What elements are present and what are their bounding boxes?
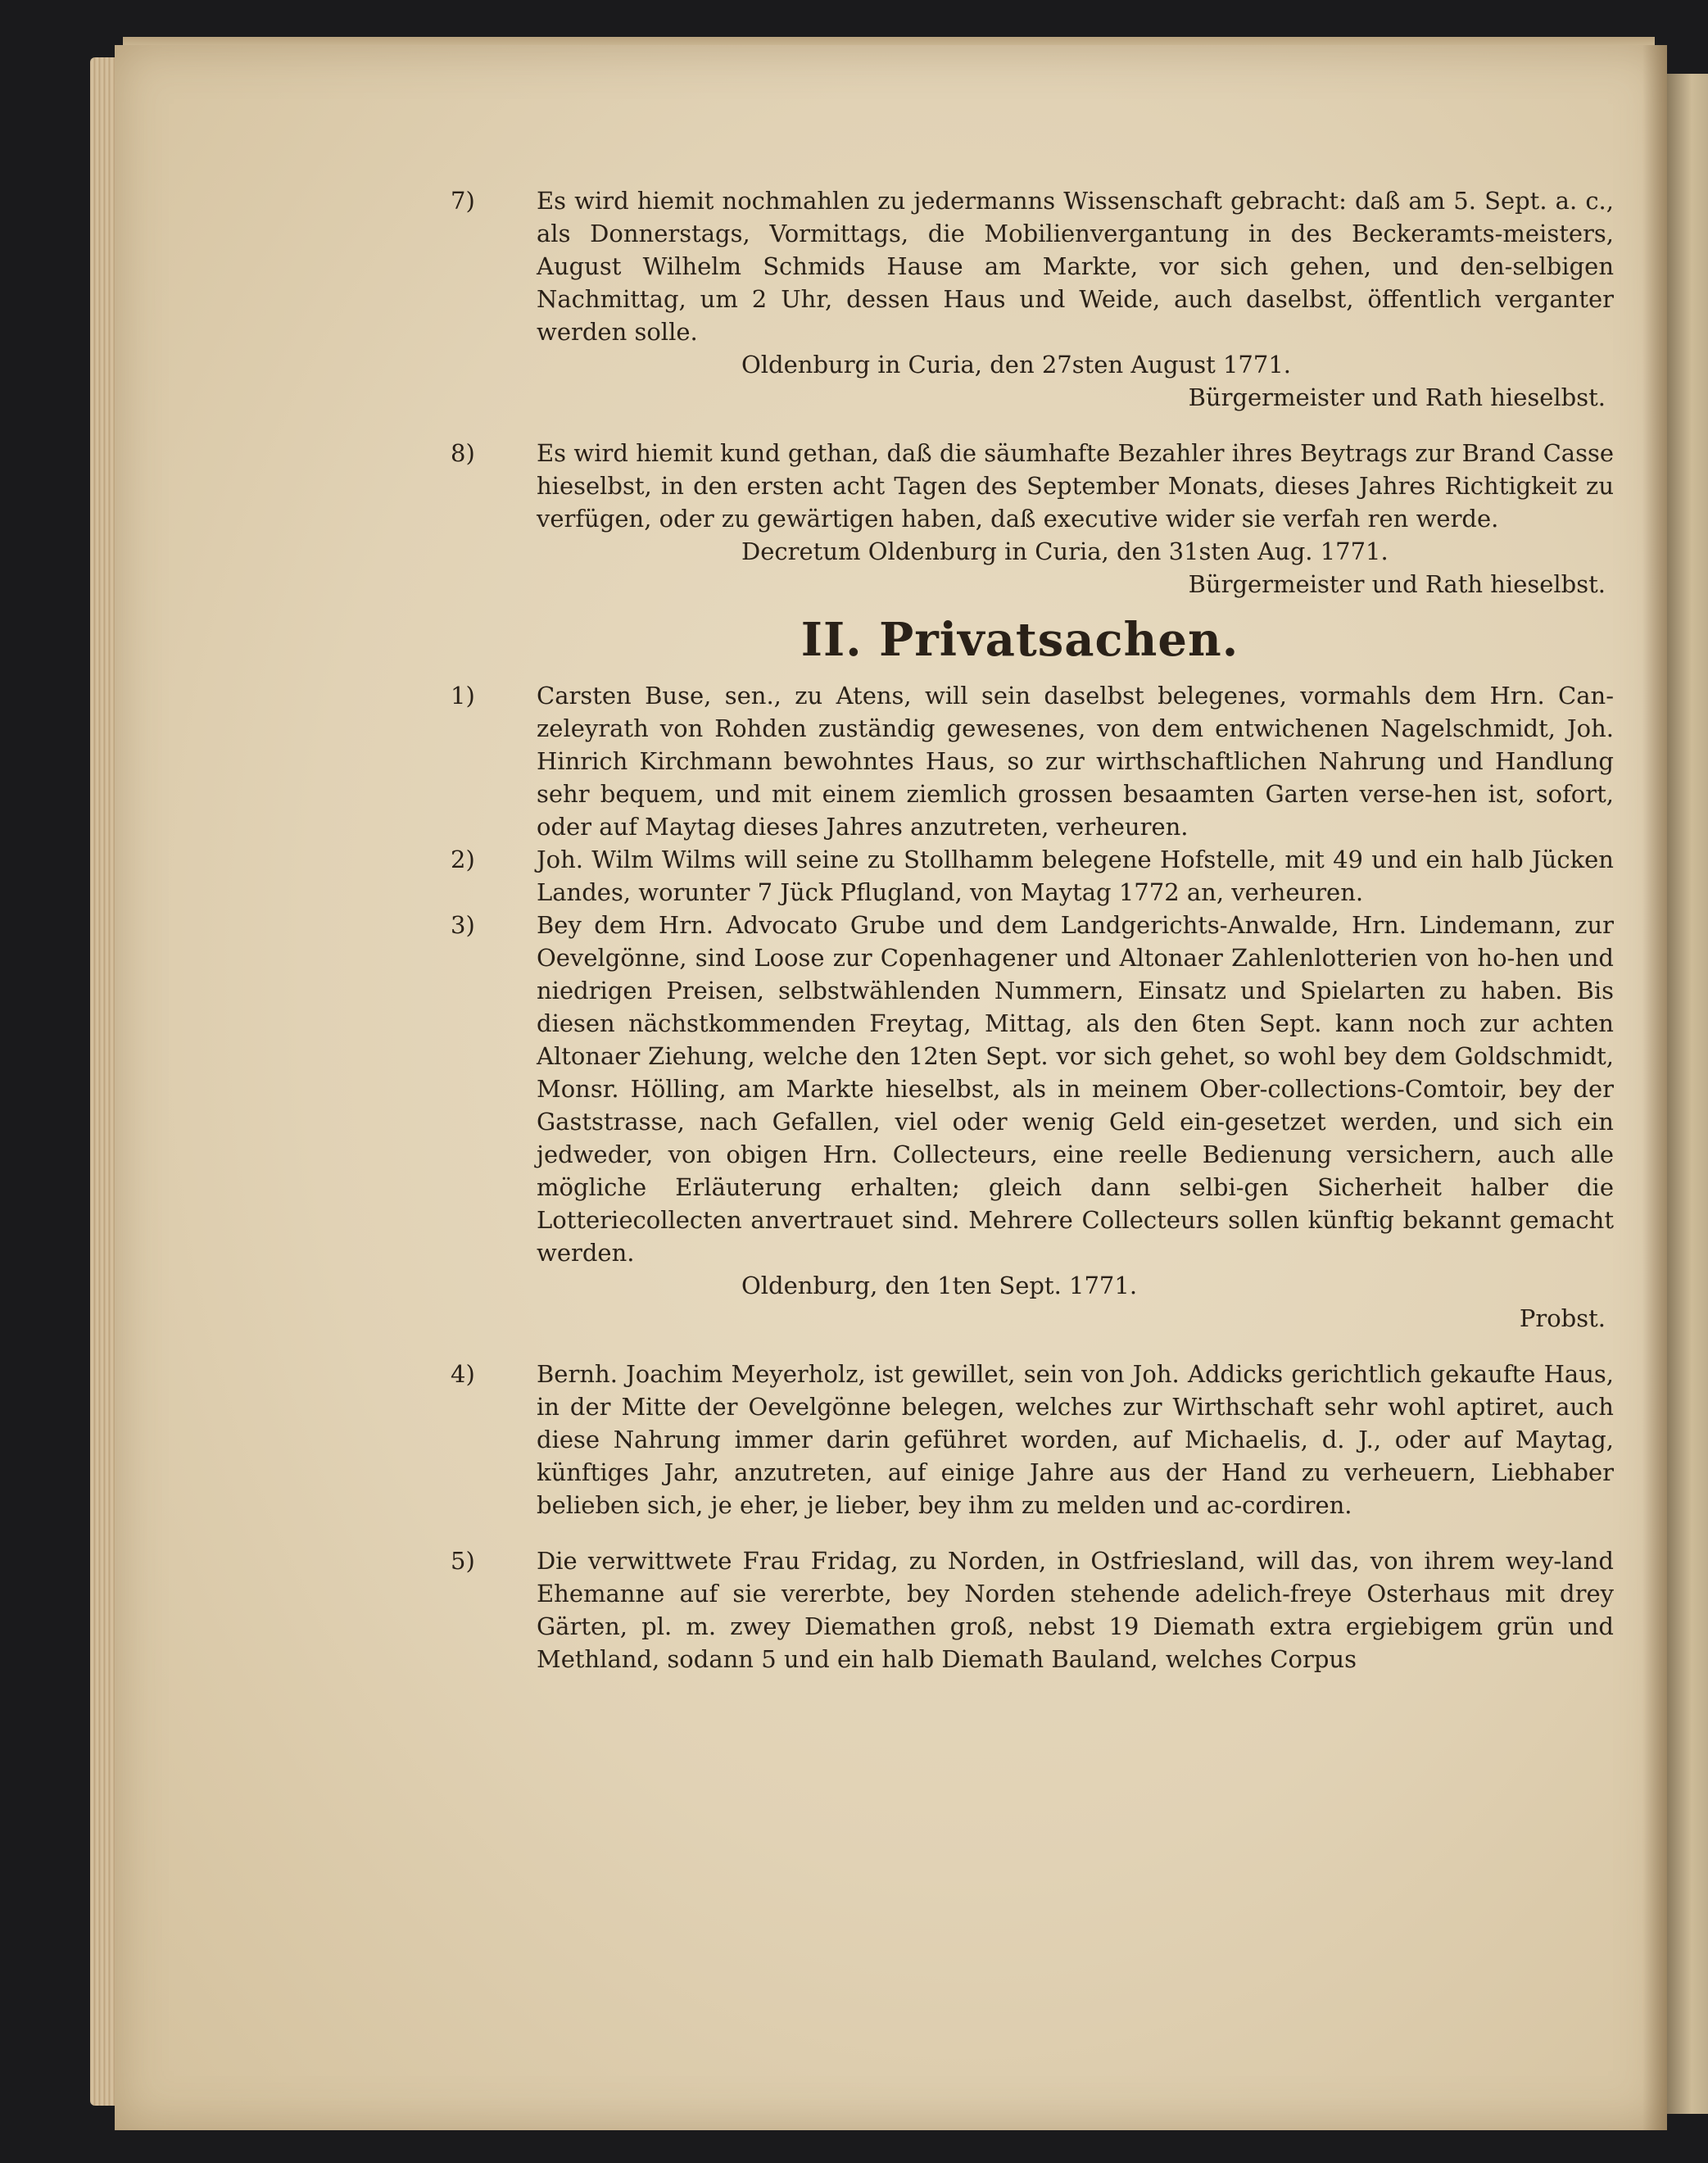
notice-number: 5) [451, 1547, 475, 1575]
notice-number: 8) [451, 439, 475, 467]
notice-text: Es wird hiemit kund gethan, daß die säumhafte Bezahler ihres Beytrags zur Brand Casse hieselbst, in den ersten acht Tagen des September Monats, dieses Jahres Richtigkeit zu verfügen, oder zu gewärtigen haben, daß executive wider sie verfah ren werde. [537, 439, 1614, 533]
notice-signature: Bürgermeister und Rath hieselbst. [1188, 383, 1606, 411]
notice-text: Joh. Wilm Wilms will seine zu Stollhamm belegene Hofstelle, mit 49 und ein halb Jücken Landes, worunter 7 Jück Pflugland, von Maytag 1772 an, verheuren. [537, 846, 1614, 906]
notice-dateline: Oldenburg in Curia, den 27sten August 1771. [741, 351, 1291, 379]
notice-number: 3) [451, 911, 475, 939]
private-notice-3 [426, 909, 1614, 1335]
private-notice-5 [426, 1544, 1614, 1676]
notice-signature: Probst. [1519, 1304, 1606, 1332]
private-notice-1 [426, 679, 1614, 843]
notice-number: 2) [451, 846, 475, 873]
notice-dateline: Decretum Oldenburg in Curia, den 31sten Aug. 1771. [741, 537, 1389, 565]
notice-number: 7) [451, 187, 475, 215]
private-notice-2 [426, 843, 1614, 909]
notice-number: 4) [451, 1360, 475, 1388]
section-heading: II. Privatsachen. [800, 613, 1239, 667]
page-text [426, 184, 1614, 1676]
facing-page-edge [1667, 74, 1708, 2114]
notice-text: Bey dem Hrn. Advocato Grube und dem Landgerichts-Anwalde, Hrn. Lindemann, zur Oevelgönne, sind Loose zur Copenhagener und Altonaer Zahlenlotterien von ho-hen und niedrigen Preisen, selbstwählenden Nummern, Einsatz und Spielarten zu haben. Bis diesen nächstkommenden Freytag, Mittag, als den 6ten Sept. kann noch zur achten Altonaer Ziehung, welche den 12ten Sept. vor sich gehet, so wohl bey dem Goldschmidt, Monsr. Hölling, am Markte hieselbst, als in meinem Ober-collections-Comtoir, bey der Gaststrasse, nach Gefallen, viel oder wenig Geld ein-gesetzet werden, und sich ein jedweder, von obigen Hrn. Collecteurs, eine reelle Bedienung versichern, auch alle mögliche Erläuterung erhalten; gleich dann selbi-gen Sicherheit halber die Lotteriecollecten anvertrauet sind. Mehrere Collecteurs sollen künftig bekannt gemacht werden. [537, 911, 1614, 1267]
notice-number: 1) [451, 682, 475, 710]
notice-text: Es wird hiemit nochmahlen zu jedermanns Wissenschaft gebracht: daß am 5. Sept. a. c., als Donnerstags, Vormittags, die Mobilienvergantung in des Beckeramts-meisters, August Wilhelm Schmids Hause am Markte, vor sich gehen, und den-selbigen Nachmittag, um 2 Uhr, dessen Haus und Weide, auch daselbst, öffentlich verganter werden solle. [537, 187, 1614, 346]
notice-text: Bernh. Joachim Meyerholz, ist gewillet, sein von Joh. Addicks gerichtlich gekaufte Haus, in der Mitte der Oevelgönne belegen, welches zur Wirthschaft sehr wohl aptiret, auch diese Nahrung immer darin geführet worden, auf Michaelis, d. J., oder auf Maytag, künftiges Jahr, anzutreten, auf einige Jahre aus der Hand zu verheuern, Liebhaber belieben sich, je eher, je lieber, bey ihm zu melden und ac-cordiren. [537, 1360, 1614, 1519]
notice-signature: Bürgermeister und Rath hieselbst. [1188, 570, 1606, 598]
notice-dateline: Oldenburg, den 1ten Sept. 1771. [741, 1272, 1138, 1299]
book-gutter [1642, 45, 1667, 2130]
notice-text: Carsten Buse, sen., zu Atens, will sein daselbst belegenes, vormahls dem Hrn. Can-zeleyrath von Rohden zuständig gewesenes, von dem entwichenen Nagelschmidt, Joh. Hinrich Kirchmann bewohntes Haus, so zur wirthschaftlichen Nahrung und Handlung sehr bequem, und mit einem ziemlich grossen besaamten Garten verse-hen ist, sofort, oder auf Maytag dieses Jahres anzutreten, verheuren. [537, 682, 1614, 841]
private-notice-4 [426, 1358, 1614, 1521]
notice-8 [426, 437, 1614, 601]
notice-7 [426, 184, 1614, 414]
notice-text: Die verwittwete Frau Fridag, zu Norden, in Ostfriesland, will das, von ihrem wey-land Ehemanne auf sie vererbte, bey Norden stehende adelich-freye Osterhaus mit drey Gärten, pl. m. zwey Diemathen groß, nebst 19 Diemath extra ergiebigem grün und Methland, sodann 5 und ein halb Diemath Bauland, welches Corpus [537, 1547, 1614, 1673]
